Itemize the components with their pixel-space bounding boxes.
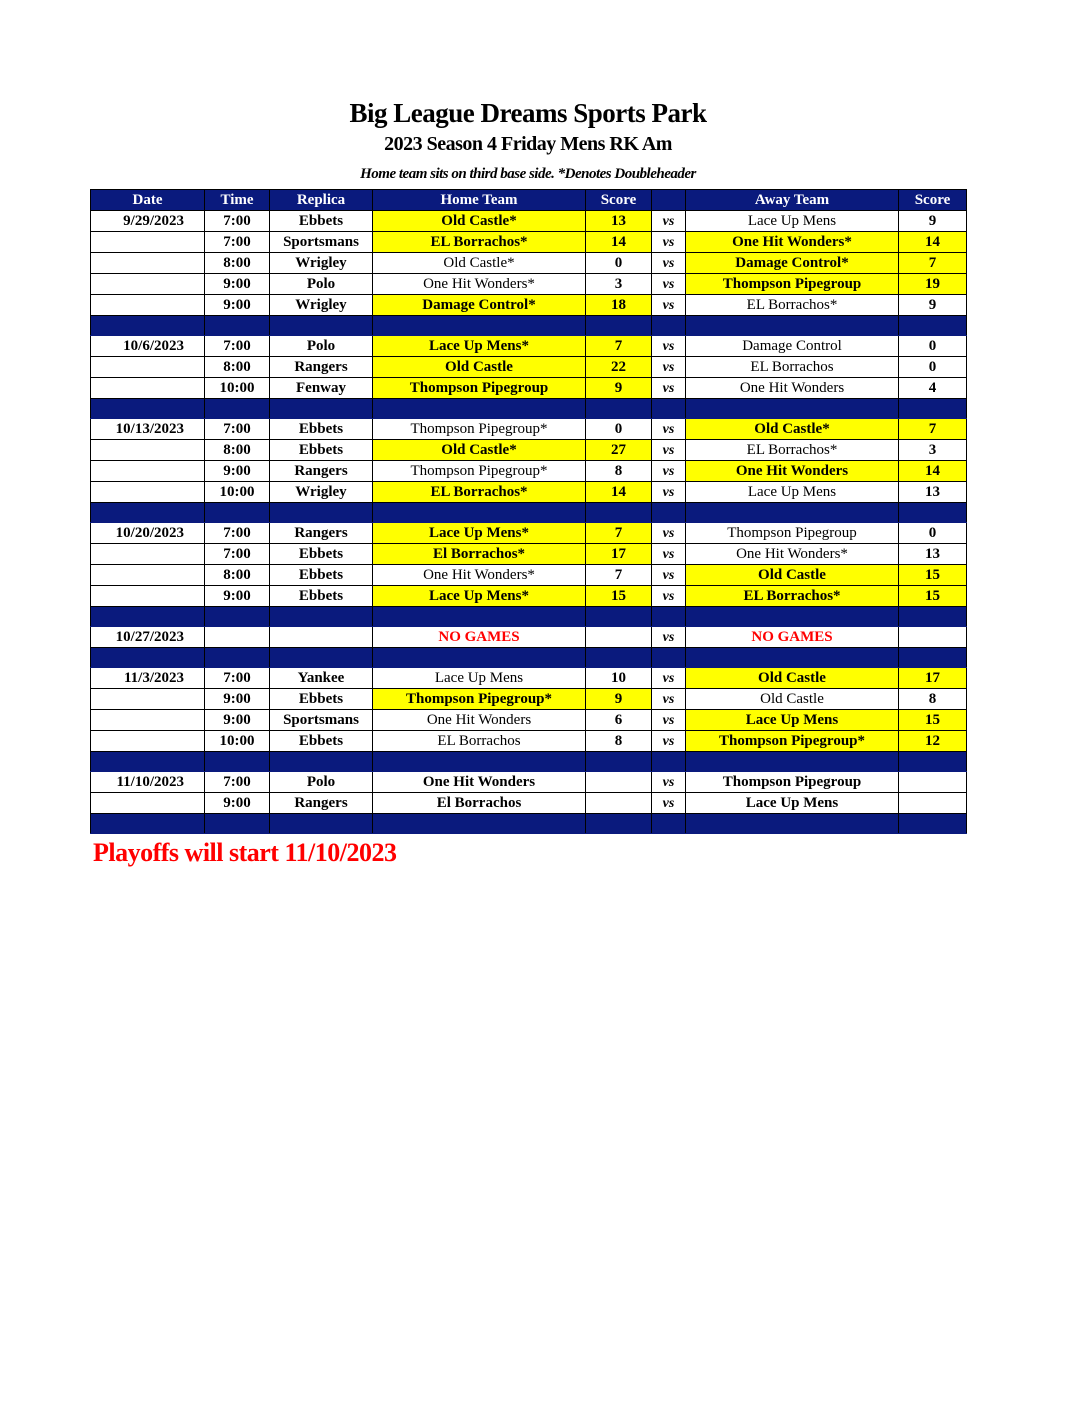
away-team-cell: Old Castle (686, 668, 899, 689)
replica-cell: Wrigley (270, 295, 373, 316)
separator-cell (270, 607, 373, 627)
away-team-cell: Thompson Pipegroup (686, 523, 899, 544)
separator-cell (270, 503, 373, 523)
separator-cell (899, 752, 967, 772)
away-score-cell: 13 (899, 544, 967, 565)
time-cell: 7:00 (205, 668, 270, 689)
separator-cell (686, 399, 899, 419)
table-row (91, 295, 967, 316)
table-row (91, 586, 967, 607)
time-cell: 10:00 (205, 731, 270, 752)
away-team-cell: Thompson Pipegroup (686, 274, 899, 295)
table-row (91, 523, 967, 544)
vs-cell: vs (652, 731, 686, 752)
date-cell: 9/29/2023 (91, 211, 205, 232)
separator-cell (373, 752, 586, 772)
home-score-cell: 27 (586, 440, 652, 461)
home-score-cell: 3 (586, 274, 652, 295)
home-team-cell: Lace Up Mens* (373, 523, 586, 544)
separator-cell (91, 814, 205, 834)
home-team-cell: EL Borrachos (373, 731, 586, 752)
time-cell: 9:00 (205, 689, 270, 710)
away-score-cell: 3 (899, 440, 967, 461)
vs-cell: vs (652, 419, 686, 440)
away-team-cell: Lace Up Mens (686, 710, 899, 731)
replica-cell: Ebbets (270, 544, 373, 565)
vs-cell: vs (652, 544, 686, 565)
separator-cell (586, 752, 652, 772)
home-score-cell: 7 (586, 523, 652, 544)
home-team-cell: Damage Control* (373, 295, 586, 316)
time-cell: 9:00 (205, 295, 270, 316)
home-score-cell: 13 (586, 211, 652, 232)
home-team-cell: EL Borrachos* (373, 482, 586, 503)
away-team-cell: Old Castle* (686, 419, 899, 440)
date-cell: 10/20/2023 (91, 523, 205, 544)
away-score-cell: 8 (899, 689, 967, 710)
separator-cell (652, 814, 686, 834)
time-cell: 9:00 (205, 793, 270, 814)
separator-cell (686, 814, 899, 834)
away-team-cell: One Hit Wonders* (686, 544, 899, 565)
home-score-cell: 18 (586, 295, 652, 316)
time-cell: 7:00 (205, 211, 270, 232)
time-cell: 9:00 (205, 461, 270, 482)
vs-cell: vs (652, 523, 686, 544)
table-row (91, 440, 967, 461)
away-score-cell (899, 772, 967, 793)
away-score-cell: 4 (899, 378, 967, 399)
replica-cell: Rangers (270, 357, 373, 378)
away-score-cell: 9 (899, 295, 967, 316)
separator-cell (205, 399, 270, 419)
away-score-cell: 9 (899, 211, 967, 232)
replica-cell: Fenway (270, 378, 373, 399)
away-score-cell: 14 (899, 461, 967, 482)
away-score-cell: 19 (899, 274, 967, 295)
vs-cell: vs (652, 440, 686, 461)
col-header-home-team: Home Team (373, 190, 586, 211)
table-row (91, 710, 967, 731)
separator-cell (91, 752, 205, 772)
date-cell: 10/27/2023 (91, 627, 205, 648)
replica-cell: Polo (270, 336, 373, 357)
replica-cell: Ebbets (270, 586, 373, 607)
time-cell: 10:00 (205, 482, 270, 503)
separator-cell (652, 503, 686, 523)
separator-cell (686, 316, 899, 336)
home-score-cell: 7 (586, 565, 652, 586)
away-team-cell: Thompson Pipegroup* (686, 731, 899, 752)
away-team-cell: Lace Up Mens (686, 793, 899, 814)
away-score-cell (899, 793, 967, 814)
away-team-cell: One Hit Wonders (686, 461, 899, 482)
date-cell (91, 378, 205, 399)
home-team-cell: One Hit Wonders* (373, 274, 586, 295)
vs-cell: vs (652, 627, 686, 648)
home-score-cell: 14 (586, 482, 652, 503)
away-team-cell: Thompson Pipegroup (686, 772, 899, 793)
separator-cell (91, 503, 205, 523)
week-separator-row (91, 814, 967, 834)
home-score-cell: 8 (586, 731, 652, 752)
time-cell: 10:00 (205, 378, 270, 399)
home-team-cell: Lace Up Mens* (373, 336, 586, 357)
vs-cell: vs (652, 668, 686, 689)
replica-cell: Polo (270, 274, 373, 295)
away-team-cell: Damage Control* (686, 253, 899, 274)
away-team-cell: EL Borrachos* (686, 295, 899, 316)
separator-cell (899, 316, 967, 336)
table-row (91, 793, 967, 814)
replica-cell: Ebbets (270, 440, 373, 461)
separator-cell (205, 503, 270, 523)
playoffs-notice: Playoffs will start 11/10/2023 (93, 838, 397, 867)
replica-cell: Ebbets (270, 419, 373, 440)
home-team-cell: Thompson Pipegroup* (373, 461, 586, 482)
time-cell: 8:00 (205, 565, 270, 586)
away-team-cell: One Hit Wonders* (686, 232, 899, 253)
separator-cell (270, 399, 373, 419)
date-cell: 10/13/2023 (91, 419, 205, 440)
separator-cell (899, 814, 967, 834)
schedule-body (91, 211, 967, 834)
separator-cell (373, 503, 586, 523)
home-team-cell: Old Castle* (373, 211, 586, 232)
separator-cell (205, 648, 270, 668)
replica-cell: Polo (270, 772, 373, 793)
vs-cell: vs (652, 461, 686, 482)
week-separator-row (91, 752, 967, 772)
date-cell (91, 357, 205, 378)
separator-cell (686, 503, 899, 523)
replica-cell: Ebbets (270, 211, 373, 232)
vs-cell: vs (652, 586, 686, 607)
table-row (91, 253, 967, 274)
separator-cell (270, 752, 373, 772)
home-score-cell: 0 (586, 253, 652, 274)
away-team-cell: EL Borrachos (686, 357, 899, 378)
col-header-away-score: Score (899, 190, 967, 211)
separator-cell (899, 607, 967, 627)
date-cell: 11/10/2023 (91, 772, 205, 793)
time-cell: 9:00 (205, 586, 270, 607)
vs-cell: vs (652, 295, 686, 316)
replica-cell: Wrigley (270, 482, 373, 503)
col-header-home-score: Score (586, 190, 652, 211)
separator-cell (205, 607, 270, 627)
away-score-cell: 15 (899, 710, 967, 731)
date-cell (91, 232, 205, 253)
date-cell (91, 544, 205, 565)
home-team-cell: El Borrachos (373, 793, 586, 814)
replica-cell: Rangers (270, 461, 373, 482)
home-score-cell: 14 (586, 232, 652, 253)
separator-cell (270, 814, 373, 834)
home-score-cell (586, 627, 652, 648)
away-score-cell (899, 627, 967, 648)
week-separator-row (91, 648, 967, 668)
vs-cell: vs (652, 565, 686, 586)
time-cell: 9:00 (205, 710, 270, 731)
date-cell (91, 482, 205, 503)
separator-cell (205, 814, 270, 834)
home-team-cell: Lace Up Mens (373, 668, 586, 689)
schedule-table (90, 189, 967, 834)
away-score-cell: 7 (899, 253, 967, 274)
table-row (91, 627, 967, 648)
separator-cell (373, 399, 586, 419)
vs-cell: vs (652, 378, 686, 399)
away-team-cell: Lace Up Mens (686, 482, 899, 503)
table-row (91, 544, 967, 565)
date-cell (91, 461, 205, 482)
home-team-cell: Old Castle* (373, 253, 586, 274)
separator-cell (270, 316, 373, 336)
vs-cell: vs (652, 357, 686, 378)
home-score-cell: 9 (586, 689, 652, 710)
separator-cell (686, 607, 899, 627)
separator-cell (91, 316, 205, 336)
time-cell: 8:00 (205, 253, 270, 274)
home-score-cell (586, 793, 652, 814)
separator-cell (270, 648, 373, 668)
replica-cell: Rangers (270, 793, 373, 814)
home-score-cell (586, 772, 652, 793)
table-row (91, 731, 967, 752)
separator-cell (586, 648, 652, 668)
time-cell: 7:00 (205, 232, 270, 253)
table-row (91, 482, 967, 503)
date-cell (91, 274, 205, 295)
home-score-cell: 8 (586, 461, 652, 482)
home-score-cell: 0 (586, 419, 652, 440)
time-cell (205, 627, 270, 648)
replica-cell (270, 627, 373, 648)
away-team-cell: Old Castle (686, 565, 899, 586)
away-score-cell: 13 (899, 482, 967, 503)
away-team-cell: NO GAMES (686, 627, 899, 648)
vs-cell: vs (652, 232, 686, 253)
home-score-cell: 9 (586, 378, 652, 399)
date-cell (91, 565, 205, 586)
separator-cell (652, 316, 686, 336)
vs-cell: vs (652, 211, 686, 232)
home-team-cell: Thompson Pipegroup* (373, 419, 586, 440)
separator-cell (652, 648, 686, 668)
table-row (91, 419, 967, 440)
date-cell (91, 731, 205, 752)
vs-cell: vs (652, 274, 686, 295)
vs-cell: vs (652, 710, 686, 731)
time-cell: 7:00 (205, 544, 270, 565)
home-score-cell: 22 (586, 357, 652, 378)
table-row (91, 772, 967, 793)
col-header-vs (652, 190, 686, 211)
date-cell (91, 586, 205, 607)
date-cell: 11/3/2023 (91, 668, 205, 689)
date-cell: 10/6/2023 (91, 336, 205, 357)
date-cell (91, 295, 205, 316)
separator-cell (686, 648, 899, 668)
separator-cell (899, 503, 967, 523)
vs-cell: vs (652, 336, 686, 357)
home-team-cell: One Hit Wonders* (373, 565, 586, 586)
time-cell: 7:00 (205, 336, 270, 357)
col-header-time: Time (205, 190, 270, 211)
week-separator-row (91, 607, 967, 627)
separator-cell (373, 316, 586, 336)
away-score-cell: 7 (899, 419, 967, 440)
separator-cell (91, 399, 205, 419)
replica-cell: Ebbets (270, 731, 373, 752)
schedule-note: Home team sits on third base side. *Denotes Doubleheader (360, 166, 696, 182)
table-header-row (91, 190, 967, 211)
table-row (91, 461, 967, 482)
separator-cell (373, 607, 586, 627)
home-team-cell: Old Castle (373, 357, 586, 378)
table-row (91, 689, 967, 710)
home-team-cell: NO GAMES (373, 627, 586, 648)
home-score-cell: 6 (586, 710, 652, 731)
replica-cell: Ebbets (270, 565, 373, 586)
replica-cell: Rangers (270, 523, 373, 544)
away-team-cell: One Hit Wonders (686, 378, 899, 399)
replica-cell: Ebbets (270, 689, 373, 710)
separator-cell (586, 399, 652, 419)
time-cell: 7:00 (205, 772, 270, 793)
table-row (91, 274, 967, 295)
col-header-replica: Replica (270, 190, 373, 211)
vs-cell: vs (652, 793, 686, 814)
separator-cell (586, 503, 652, 523)
replica-cell: Sportsmans (270, 232, 373, 253)
home-team-cell: Old Castle* (373, 440, 586, 461)
home-score-cell: 10 (586, 668, 652, 689)
page-subtitle: 2023 Season 4 Friday Mens RK Am (384, 133, 672, 155)
separator-cell (91, 648, 205, 668)
date-cell (91, 253, 205, 274)
time-cell: 7:00 (205, 523, 270, 544)
vs-cell: vs (652, 689, 686, 710)
time-cell: 9:00 (205, 274, 270, 295)
home-team-cell: Lace Up Mens* (373, 586, 586, 607)
home-score-cell: 17 (586, 544, 652, 565)
away-score-cell: 17 (899, 668, 967, 689)
separator-cell (586, 316, 652, 336)
away-score-cell: 0 (899, 523, 967, 544)
week-separator-row (91, 399, 967, 419)
away-team-cell: EL Borrachos* (686, 586, 899, 607)
separator-cell (205, 316, 270, 336)
away-score-cell: 14 (899, 232, 967, 253)
home-team-cell: El Borrachos* (373, 544, 586, 565)
away-score-cell: 12 (899, 731, 967, 752)
separator-cell (586, 607, 652, 627)
separator-cell (91, 607, 205, 627)
separator-cell (686, 752, 899, 772)
home-team-cell: One Hit Wonders (373, 772, 586, 793)
separator-cell (652, 752, 686, 772)
away-team-cell: EL Borrachos* (686, 440, 899, 461)
away-score-cell: 15 (899, 565, 967, 586)
separator-cell (205, 752, 270, 772)
week-separator-row (91, 316, 967, 336)
replica-cell: Sportsmans (270, 710, 373, 731)
date-cell (91, 440, 205, 461)
home-team-cell: Thompson Pipegroup (373, 378, 586, 399)
home-team-cell: One Hit Wonders (373, 710, 586, 731)
away-team-cell: Damage Control (686, 336, 899, 357)
col-header-date: Date (91, 190, 205, 211)
table-row (91, 565, 967, 586)
home-score-cell: 15 (586, 586, 652, 607)
vs-cell: vs (652, 482, 686, 503)
separator-cell (373, 814, 586, 834)
separator-cell (586, 814, 652, 834)
vs-cell: vs (652, 772, 686, 793)
replica-cell: Yankee (270, 668, 373, 689)
home-team-cell: Thompson Pipegroup* (373, 689, 586, 710)
table-row (91, 232, 967, 253)
date-cell (91, 689, 205, 710)
away-score-cell: 0 (899, 336, 967, 357)
col-header-away-team: Away Team (686, 190, 899, 211)
home-score-cell: 7 (586, 336, 652, 357)
vs-cell: vs (652, 253, 686, 274)
separator-cell (652, 399, 686, 419)
separator-cell (373, 648, 586, 668)
separator-cell (899, 648, 967, 668)
away-team-cell: Lace Up Mens (686, 211, 899, 232)
week-separator-row (91, 503, 967, 523)
date-cell (91, 793, 205, 814)
separator-cell (652, 607, 686, 627)
time-cell: 8:00 (205, 440, 270, 461)
table-row (91, 357, 967, 378)
page-title: Big League Dreams Sports Park (349, 98, 707, 128)
separator-cell (899, 399, 967, 419)
table-row (91, 336, 967, 357)
date-cell (91, 710, 205, 731)
away-score-cell: 15 (899, 586, 967, 607)
table-row (91, 378, 967, 399)
home-team-cell: EL Borrachos* (373, 232, 586, 253)
time-cell: 8:00 (205, 357, 270, 378)
table-row (91, 211, 967, 232)
table-row (91, 668, 967, 689)
time-cell: 7:00 (205, 419, 270, 440)
away-team-cell: Old Castle (686, 689, 899, 710)
replica-cell: Wrigley (270, 253, 373, 274)
away-score-cell: 0 (899, 357, 967, 378)
